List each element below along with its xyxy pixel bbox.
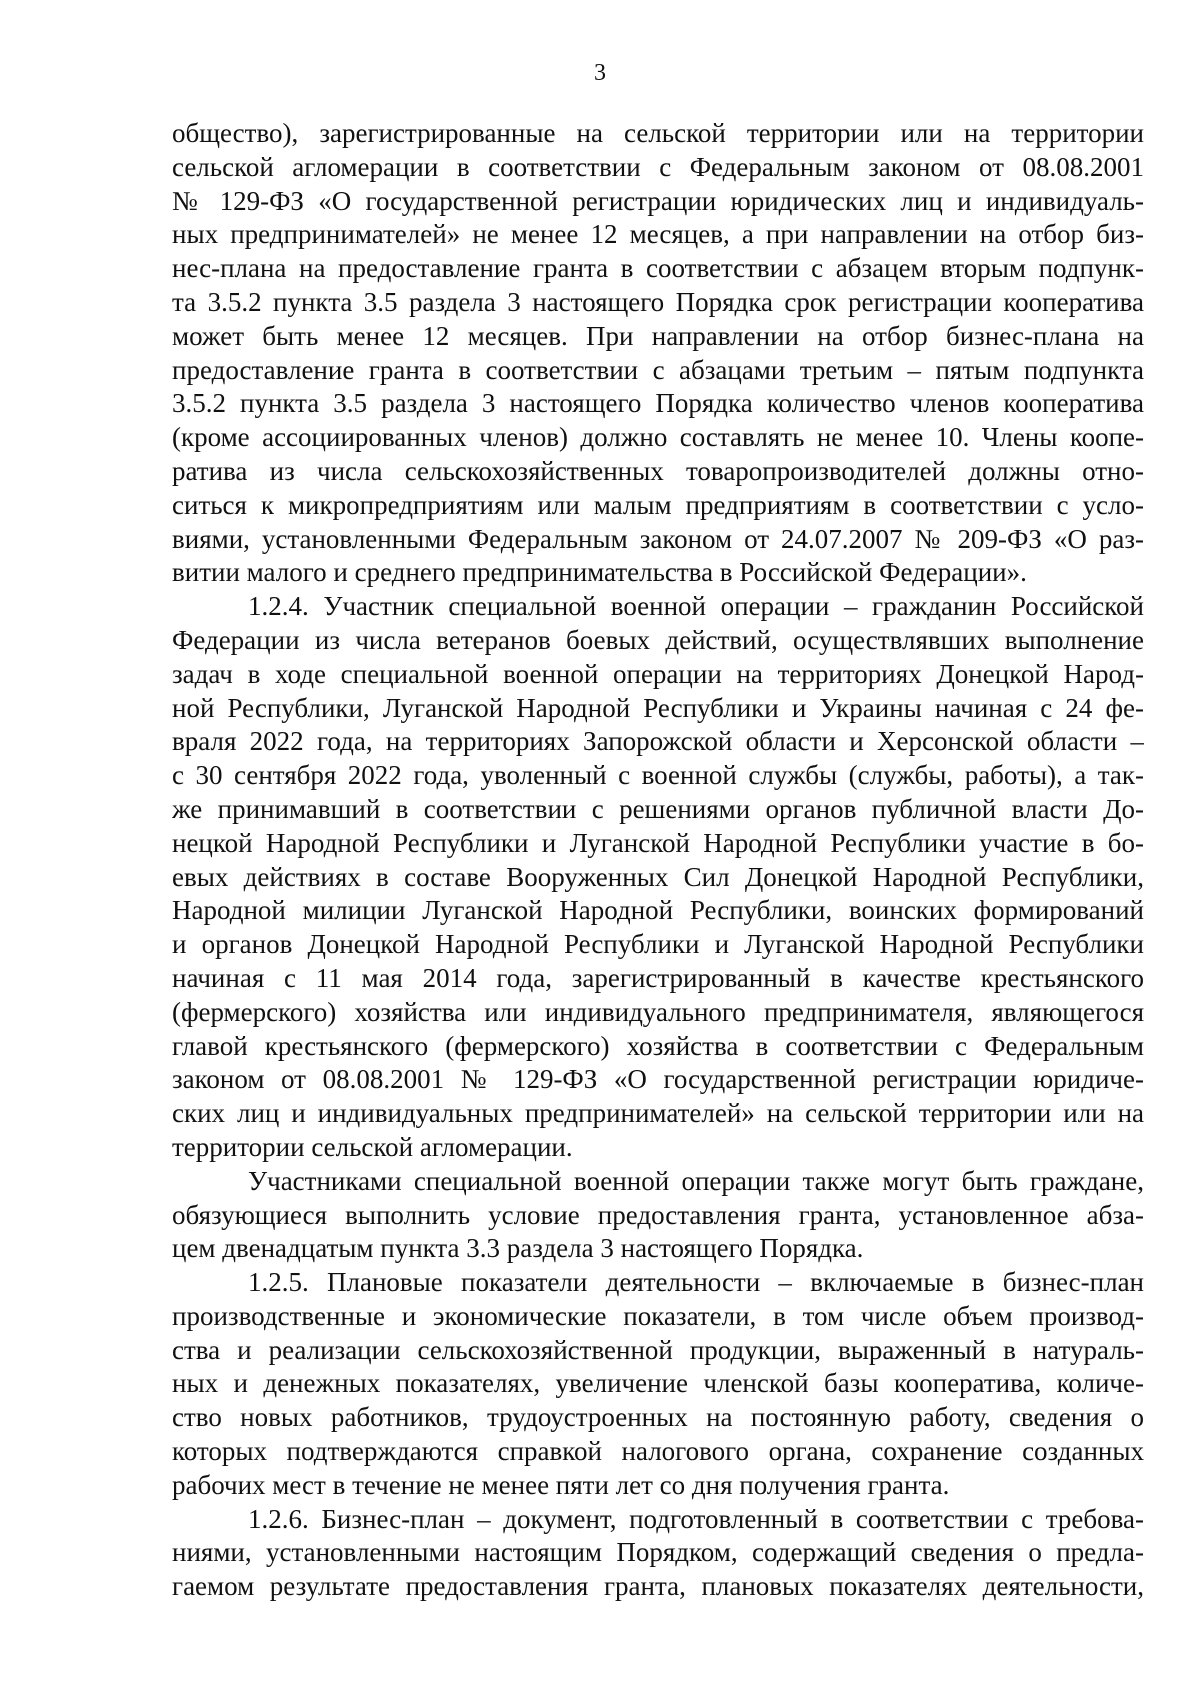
text-line: ных и денежных показателях, увеличение членской базы кооператива, количе- bbox=[172, 1368, 1144, 1399]
text-line: обязующиеся выполнить условие предоставления гранта, установленное абза- bbox=[172, 1199, 1144, 1230]
text-line: сельской агломерации в соответствии с Федеральным законом от 08.08.2001 bbox=[172, 151, 1144, 182]
text-line: с 30 сентября 2022 года, уволенный с военной службы (службы, работы), а так- bbox=[172, 760, 1144, 791]
text-line: начиная с 11 мая 2014 года, зарегистрированный в качестве крестьянского bbox=[172, 962, 1144, 993]
text-line: предоставление гранта в соответствии с абзацами третьим – пятым подпункта bbox=[172, 354, 1144, 385]
document-body bbox=[172, 117, 1144, 1604]
text-line: ратива из числа сельскохозяйственных товаропроизводителей должны отно- bbox=[172, 455, 1144, 486]
text-line: ство новых работников, трудоустроенных на постоянную работу, сведения о bbox=[172, 1402, 1144, 1433]
text-line: № 129-ФЗ «О государственной регистрации юридических лиц и индивидуаль- bbox=[172, 185, 1144, 216]
text-line: нес-плана на предоставление гранта в соответствии с абзацем вторым подпунк- bbox=[172, 253, 1144, 284]
text-line: виями, установленными Федеральным законом от 24.07.2007 № 209-ФЗ «О раз- bbox=[172, 523, 1144, 554]
text-line: цем двенадцатым пункта 3.3 раздела 3 настоящего Порядка. bbox=[172, 1233, 864, 1264]
text-line: главой крестьянского (фермерского) хозяйства в соответствии с Федеральным bbox=[172, 1030, 1144, 1061]
paragraph-1-2-6 bbox=[172, 1503, 1144, 1604]
text-line: ства и реализации сельскохозяйственной продукции, выраженный в натураль- bbox=[172, 1334, 1144, 1365]
text-line: 3.5.2 пункта 3.5 раздела 3 настоящего Порядка количество членов кооператива bbox=[172, 388, 1144, 419]
text-line: та 3.5.2 пункта 3.5 раздела 3 настоящего Порядка срок регистрации кооператива bbox=[172, 286, 1144, 317]
text-line: (фермерского) хозяйства или индивидуального предпринимателя, являющегося bbox=[172, 996, 1144, 1027]
text-line: Народной милиции Луганской Народной Республики, воинских формирований bbox=[172, 895, 1144, 926]
text-line: задач в ходе специальной военной операции на территориях Донецкой Народ- bbox=[172, 658, 1144, 689]
paragraph-continuation bbox=[172, 117, 1144, 590]
text-line: территории сельской агломерации. bbox=[172, 1131, 573, 1162]
text-line: 1.2.4. Участник специальной военной операции – гражданин Российской bbox=[248, 591, 1144, 622]
text-line: ситься к микропредприятиям или малым предприятиям в соответствии с усло- bbox=[172, 489, 1144, 520]
text-line: производственные и экономические показатели, в том числе объем производ- bbox=[172, 1300, 1144, 1331]
text-line: враля 2022 года, на территориях Запорожской области и Херсонской области – bbox=[172, 726, 1144, 757]
text-line: ниями, установленными настоящим Порядком, содержащий сведения о предла- bbox=[172, 1537, 1144, 1568]
text-line: которых подтверждаются справкой налогового органа, сохранение созданных bbox=[172, 1436, 1144, 1467]
text-line: ных предпринимателей» не менее 12 месяцев, а при направлении на отбор биз- bbox=[172, 219, 1144, 250]
text-line: Участниками специальной военной операции также могут быть граждане, bbox=[248, 1165, 1144, 1196]
page-number: 3 bbox=[594, 60, 606, 86]
text-line: евых действиях в составе Вооруженных Сил Донецкой Народной Республики, bbox=[172, 861, 1144, 892]
text-line: может быть менее 12 месяцев. При направлении на отбор бизнес-плана на bbox=[172, 320, 1144, 351]
text-line: ной Республики, Луганской Народной Республики и Украины начиная с 24 фе- bbox=[172, 692, 1144, 723]
text-line: законом от 08.08.2001 № 129-ФЗ «О государственной регистрации юридиче- bbox=[172, 1064, 1144, 1095]
text-line: же принимавший в соответствии с решениями органов публичной власти До- bbox=[172, 793, 1144, 824]
text-line: нецкой Народной Республики и Луганской Народной Республики участие в бо- bbox=[172, 827, 1144, 858]
text-line: рабочих мест в течение не менее пяти лет со дня получения гранта. bbox=[172, 1469, 950, 1500]
text-line: (кроме ассоциированных членов) должно составлять не менее 10. Члены коопе- bbox=[172, 422, 1144, 453]
paragraph-1-2-5 bbox=[172, 1266, 1144, 1503]
paragraph-1-2-4 bbox=[172, 590, 1144, 1165]
text-line: 1.2.5. Плановые показатели деятельности – включаемые в бизнес-план bbox=[248, 1267, 1144, 1298]
text-line: Федерации из числа ветеранов боевых действий, осуществлявших выполнение bbox=[172, 624, 1144, 655]
text-line: витии малого и среднего предпринимательства в Российской Федерации». bbox=[172, 557, 1027, 588]
text-line: общество), зарегистрированные на сельской территории или на территории bbox=[172, 118, 1144, 148]
text-line: ских лиц и индивидуальных предпринимателей» на сельской территории или на bbox=[172, 1098, 1144, 1129]
paragraph-participants bbox=[172, 1165, 1144, 1266]
text-line: гаемом результате предоставления гранта, плановых показателях деятельности, bbox=[172, 1571, 1144, 1602]
text-line: 1.2.6. Бизнес-план – документ, подготовленный в соответствии с требова- bbox=[248, 1503, 1144, 1534]
text-line: и органов Донецкой Народной Республики и Луганской Народной Республики bbox=[172, 929, 1144, 960]
